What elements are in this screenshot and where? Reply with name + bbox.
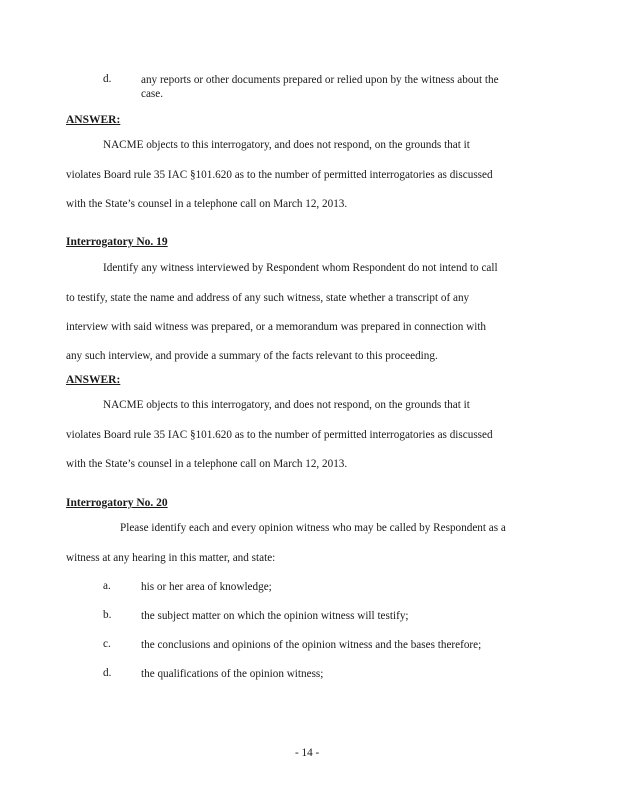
interrogatory-paragraph-line: Identify any witness interviewed by Respondent whom Respondent do not intend to call (103, 262, 498, 274)
interrogatory-paragraph-line: to testify, state the name and address of any such witness, state whether a transcript of any (66, 292, 470, 304)
list-item-text: the conclusions and opinions of the opinion witness and the bases therefore; (141, 639, 482, 651)
interrogatory-paragraph-line: any such interview, and provide a summary of the facts relevant to this proceeding. (66, 350, 438, 362)
answer-paragraph-line: with the State’s counsel in a telephone call on March 12, 2013. (66, 198, 348, 210)
list-item-label: b. (103, 609, 112, 621)
list-item-label: d. (103, 667, 112, 679)
answer-paragraph-line: violates Board rule 35 IAC §101.620 as to the number of permitted interrogatories as discussed (66, 169, 493, 181)
interrogatory-paragraph-line: interview with said witness was prepared, or a memorandum was prepared in connection with (66, 321, 487, 333)
answer-paragraph-line: with the State’s counsel in a telephone call on March 12, 2013. (66, 458, 348, 470)
list-item-text: the qualifications of the opinion witness; (141, 668, 324, 680)
interrogatory-heading: Interrogatory No. 19 (66, 236, 168, 248)
interrogatory-heading: Interrogatory No. 20 (66, 497, 168, 509)
list-item-label: d. (103, 73, 112, 85)
list-item-text: the subject matter on which the opinion witness will testify; (141, 610, 409, 622)
list-item-label: c. (103, 638, 111, 650)
interrogatory-paragraph-line: witness at any hearing in this matter, and state: (66, 552, 276, 564)
list-item-label: a. (103, 580, 111, 592)
page-number: - 14 - (295, 747, 320, 759)
answer-paragraph-line: NACME objects to this interrogatory, and does not respond, on the grounds that it (103, 139, 470, 151)
list-item-text: any reports or other documents prepared or relied upon by the witness about the (141, 74, 499, 86)
answer-heading: ANSWER: (66, 114, 121, 126)
list-item-text-continued: case. (141, 88, 164, 100)
answer-paragraph-line: NACME objects to this interrogatory, and does not respond, on the grounds that it (103, 399, 470, 411)
answer-paragraph-line: violates Board rule 35 IAC §101.620 as to the number of permitted interrogatories as discussed (66, 429, 493, 441)
list-item-text: his or her area of knowledge; (141, 581, 272, 593)
interrogatory-paragraph-line: Please identify each and every opinion witness who may be called by Respondent as a (120, 522, 506, 534)
answer-heading: ANSWER: (66, 374, 121, 386)
